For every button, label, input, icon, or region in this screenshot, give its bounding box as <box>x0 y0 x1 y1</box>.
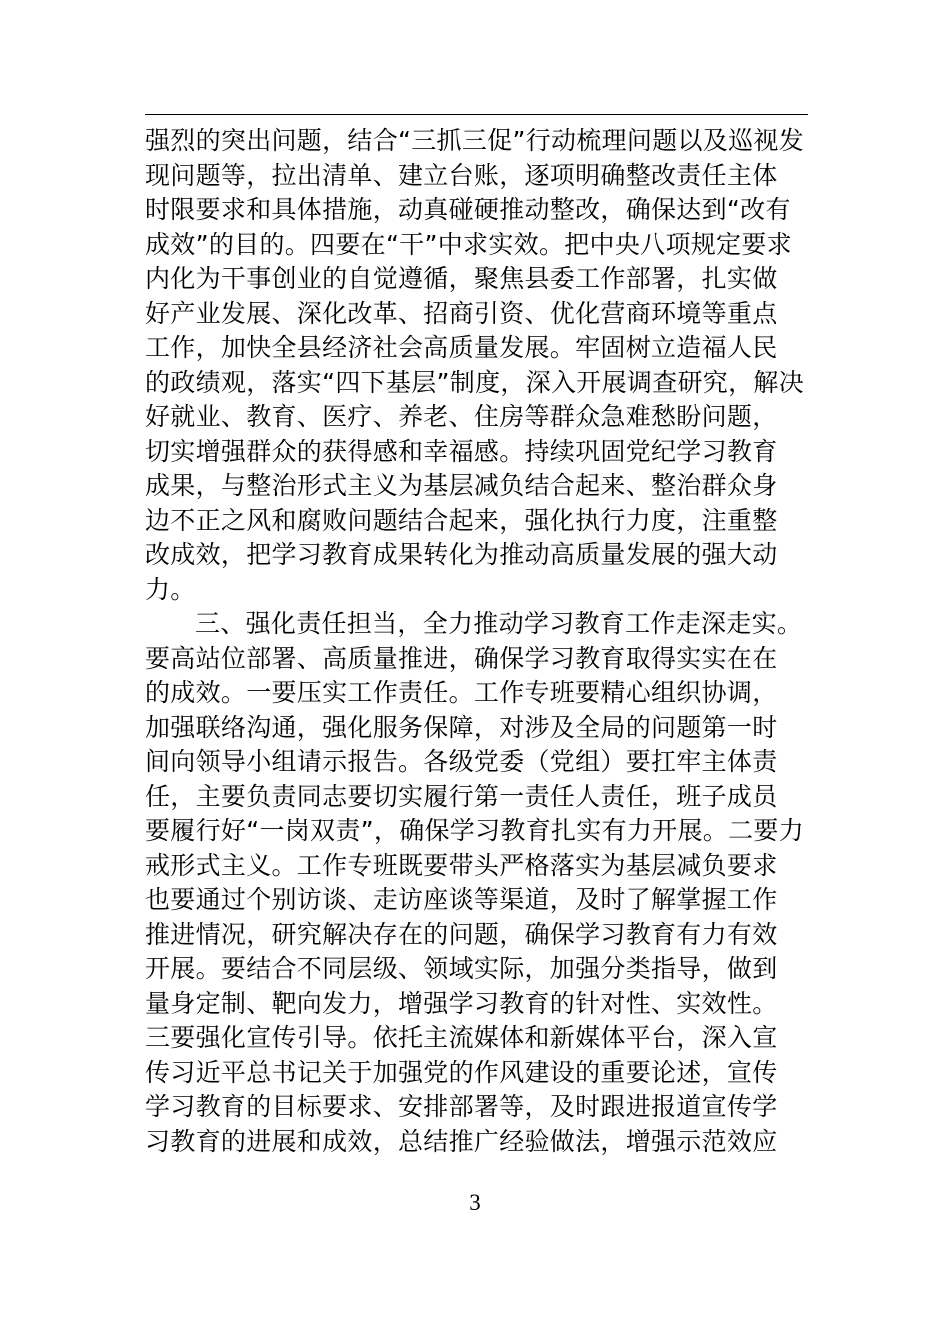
header-rule <box>145 114 808 115</box>
text-line: 好就业、教育、医疗、养老、住房等群众急难愁盼问题， <box>145 402 778 431</box>
text-line: 现问题等，拉出清单、建立台账，逐项明确整改责任主体 <box>145 160 778 190</box>
text-line: 边不正之风和腐败问题结合起来，强化执行力度，注重整 <box>145 505 778 535</box>
text-line: 好产业发展、深化改革、招商引资、优化营商环境等重点 <box>145 298 778 328</box>
text-line: 的政绩观，落实“四下基层”制度，深入开展调查研究，解决 <box>145 367 805 397</box>
text-line: 也要通过个别访谈、走访座谈等渠道，及时了解掌握工作 <box>145 885 778 914</box>
text-line: 力。 <box>145 574 196 604</box>
text-line: 加强联络沟通，强化服务保障，对涉及全局的问题第一时 <box>145 712 778 742</box>
text-line: 开展。要结合不同层级、领域实际，加强分类指导，做到 <box>145 954 778 983</box>
text-line: 改成效，把学习教育成果转化为推动高质量发展的强大动 <box>145 540 778 569</box>
text-line: 三要强化宣传引导。依托主流媒体和新媒体平台，深入宣 <box>145 1023 778 1052</box>
text-line: 成果，与整治形式主义为基层减负结合起来、整治群众身 <box>145 471 778 500</box>
text-line: 任，主要负责同志要切实履行第一责任人责任，班子成员 <box>145 781 778 811</box>
body-text <box>145 124 825 1159</box>
text-line: 切实增强群众的获得感和幸福感。持续巩固党纪学习教育 <box>145 436 778 466</box>
text-line: 习教育的进展和成效，总结推广经验做法，增强示范效应 <box>145 1126 778 1156</box>
text-line: 成效”的目的。四要在“干”中求实效。把中央八项规定要求 <box>145 229 792 259</box>
text-line: 学习教育的目标要求、安排部署等，及时跟进报道宣传学 <box>145 1092 778 1121</box>
text-line: 时限要求和具体措施，动真碰硬推动整改，确保达到“改有 <box>145 195 791 224</box>
text-line: 的成效。一要压实工作责任。工作专班要精心组织协调， <box>145 678 778 707</box>
text-line: 要履行好“一岗双责”，确保学习教育扎实有力开展。二要力 <box>145 816 805 845</box>
text-line: 内化为干事创业的自觉遵循，聚焦县委工作部署，扎实做 <box>145 264 778 293</box>
text-line: 推进情况，研究解决存在的问题，确保学习教育有力有效 <box>145 919 778 949</box>
text-line: 要高站位部署、高质量推进，确保学习教育取得实实在在 <box>145 643 778 673</box>
text-line: 传习近平总书记关于加强党的作风建设的重要论述，宣传 <box>145 1057 778 1087</box>
text-line: 量身定制、靶向发力，增强学习教育的针对性、实效性。 <box>145 988 778 1018</box>
text-line: 强烈的突出问题，结合“三抓三促”行动梳理问题以及巡视发 <box>145 126 805 155</box>
section-heading-line: 三、强化责任担当，全力推动学习教育工作走深走实。 <box>195 609 803 638</box>
page-number: 3 <box>469 1190 481 1215</box>
text-line: 工作，加快全县经济社会高质量发展。牢固树立造福人民 <box>145 333 778 362</box>
text-line: 戒形式主义。工作专班既要带头严格落实为基层减负要求 <box>145 850 778 880</box>
text-line: 间向领导小组请示报告。各级党委（党组）要扛牢主体责 <box>145 747 778 776</box>
